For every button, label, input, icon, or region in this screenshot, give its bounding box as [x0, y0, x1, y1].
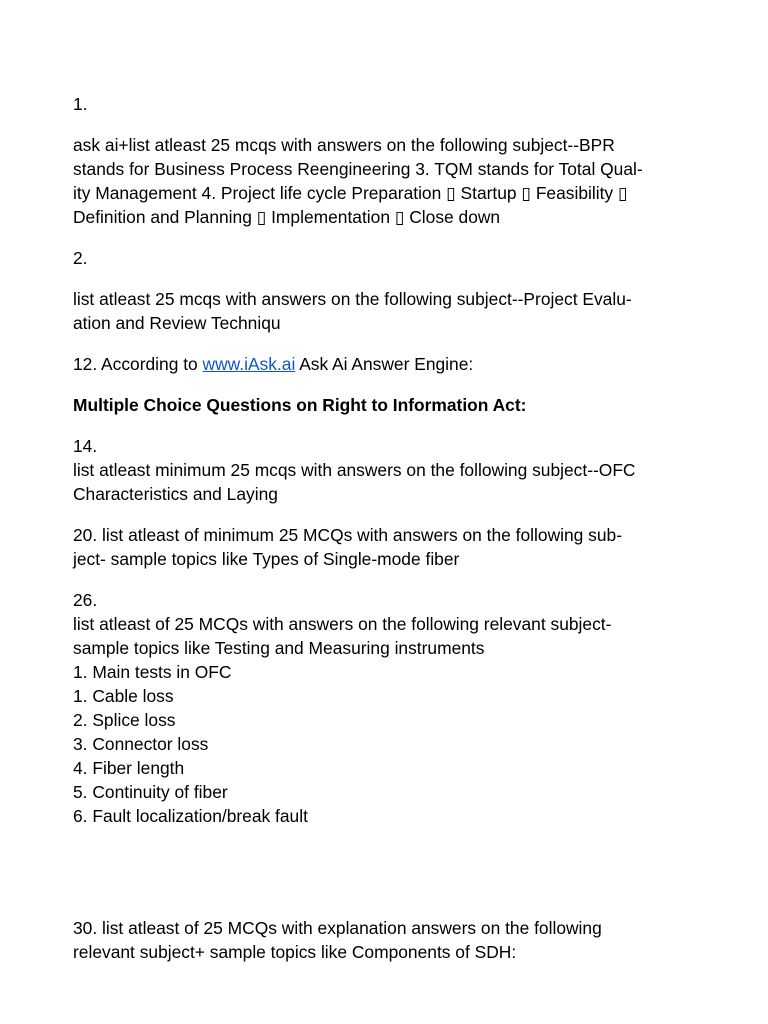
text-line: list atleast minimum 25 mcqs with answers on the following subject--OFC [73, 460, 636, 480]
item-number: 2. [73, 248, 88, 268]
item-number: 26. [73, 590, 98, 610]
list-item: 1. Main tests in OFC [73, 662, 232, 682]
item-1-text [73, 133, 703, 229]
list-item: 4. Fiber length [73, 758, 185, 778]
list-item: 2. Splice loss [73, 710, 176, 730]
text-line [73, 352, 703, 376]
list-item: 3. Connector loss [73, 734, 209, 754]
text-line: ask ai+list atleast 25 mcqs with answers on the following subject--BPR [73, 135, 615, 155]
spacer [73, 845, 703, 916]
text-line: ject- sample topics like Types of Single-mode fiber [73, 549, 460, 569]
text-line: list atleast 25 mcqs with answers on the following subject--Project Evalu- [73, 289, 632, 309]
list-item: 1. Cable loss [73, 686, 174, 706]
text-line: relevant subject+ sample topics like Components of SDH: [73, 942, 517, 962]
text-line: ity Management 4. Project life cycle Preparation ▯ Startup ▯ Feasibility ▯ [73, 183, 628, 203]
item-2 [73, 246, 703, 270]
item-number: 1. [73, 94, 88, 114]
item-30 [73, 916, 703, 964]
document-page [73, 92, 703, 981]
text-line: list atleast of 25 MCQs with answers on the following relevant subject- [73, 614, 612, 634]
text-line: Characteristics and Laying [73, 484, 278, 504]
text-prefix: 12. According to [73, 354, 203, 374]
item-26 [73, 588, 703, 828]
item-14 [73, 434, 703, 506]
item-number: 14. [73, 436, 98, 456]
section-heading [73, 393, 703, 417]
list-item: 5. Continuity of fiber [73, 782, 228, 802]
list-item: 6. Fault localization/break fault [73, 806, 308, 826]
text-line: stands for Business Process Reengineering 3. TQM stands for Total Qual- [73, 159, 643, 179]
text-suffix: Ask Ai Answer Engine: [295, 354, 474, 374]
text-line: 20. list atleast of minimum 25 MCQs with answers on the following sub- [73, 525, 622, 545]
text-line: ation and Review Techniqu [73, 313, 281, 333]
item-12 [73, 352, 703, 376]
heading-text: Multiple Choice Questions on Right to Information Act: [73, 395, 527, 415]
iask-link[interactable]: www.iAsk.ai [202, 354, 296, 374]
item-20 [73, 523, 703, 571]
text-line: Definition and Planning ▯ Implementation ▯ Close down [73, 207, 501, 227]
item-2-text [73, 287, 703, 335]
text-line: sample topics like Testing and Measuring instruments [73, 638, 485, 658]
item-1 [73, 92, 703, 116]
text-line: 30. list atleast of 25 MCQs with explanation answers on the following [73, 918, 602, 938]
